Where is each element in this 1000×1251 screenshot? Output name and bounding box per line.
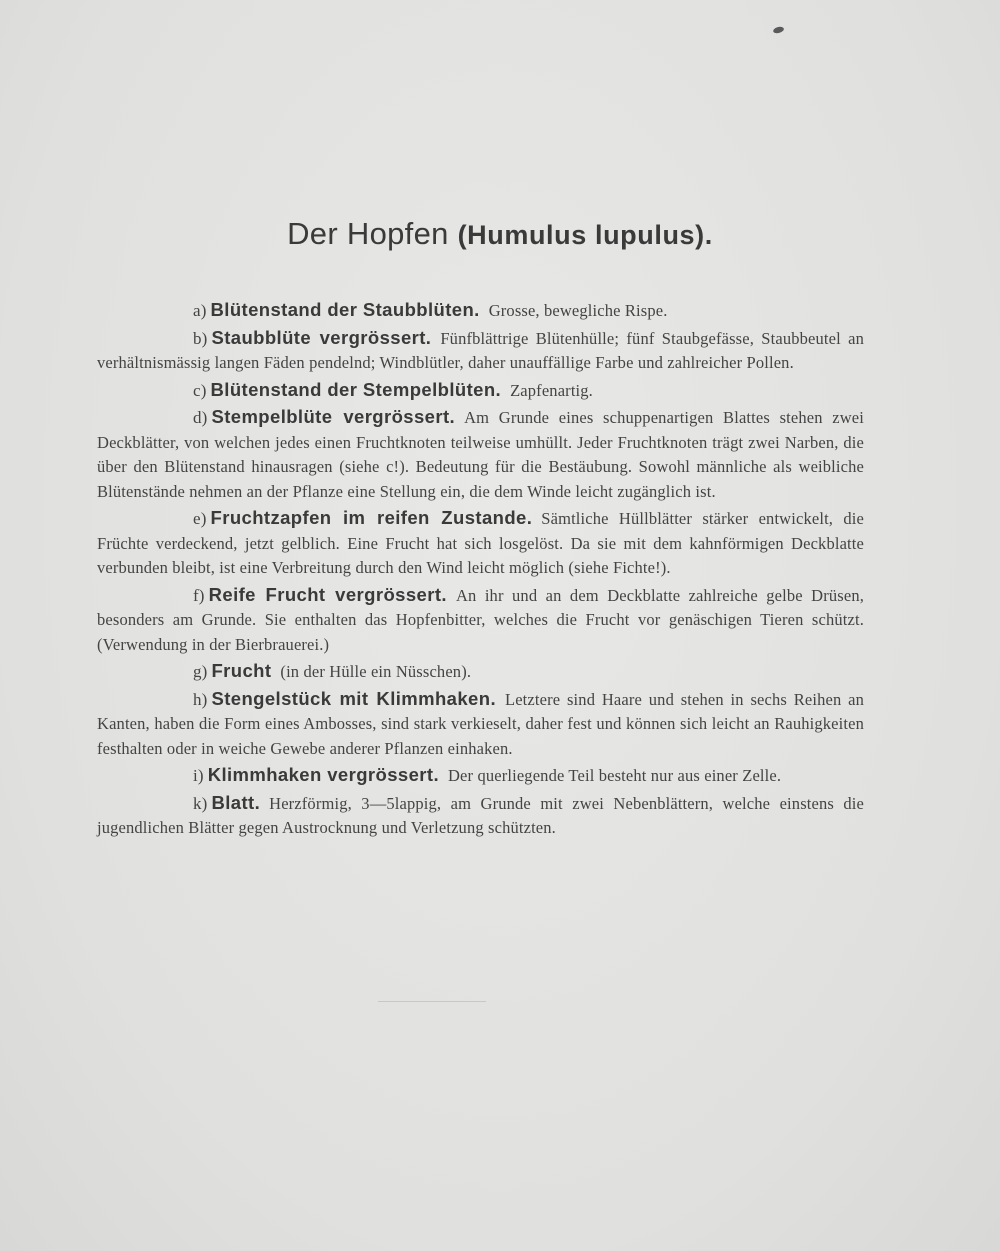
title-main: Der Hopfen — [287, 216, 449, 251]
entry-letter: h) — [193, 689, 208, 709]
entry-heading: Blütenstand der Stempelblüten. — [210, 378, 502, 400]
entry-h — [97, 687, 864, 762]
footer-rule — [378, 1001, 486, 1002]
entry-heading: Stengelstück mit Klimmhaken. — [211, 687, 496, 709]
entry-text: Der querliegende Teil besteht nur aus einer Zelle. — [447, 766, 782, 785]
entry-letter: e) — [193, 509, 207, 528]
entry-text: Grosse, bewegliche Rispe. — [488, 301, 668, 320]
entry-i — [97, 763, 864, 789]
entry-text: Zapfenartig. — [510, 380, 593, 400]
entry-text: (in der Hülle ein Nüsschen). — [280, 662, 472, 681]
entry-heading: Stempelblüte vergrössert. — [211, 406, 456, 427]
entry-text: Sämtliche Hüllblätter stärker entwickelt, die Früchte verdeckend, jetzt gelblich. Eine Frucht hat sich losgelöst. Da sie mit dem kahnförmigen Deckblatte verbunden bleibt, ist eine Verbreitung durch den Wind leicht möglich (siehe Fichte!). — [97, 509, 864, 577]
entry-heading: Blatt. — [211, 791, 261, 813]
entry-k — [97, 791, 864, 841]
entry-letter: c) — [193, 380, 207, 400]
entry-text: An ihr und an dem Deckblatte zahlreiche gelbe Drüsen, besonders am Grunde. Sie enthalten das Hopfenbitter, welches die Frucht vor genäschigen Tieren schützt. (Verwendung in der Bierbrauerei.) — [97, 585, 865, 654]
entry-g — [97, 659, 864, 685]
entry-e — [97, 506, 864, 581]
title-latin: (Humulus lupulus). — [457, 220, 713, 250]
entry-text: Am Grunde eines schuppenartigen Blattes stehen zwei Deckblätter, von welchen jedes einen Fruchtknoten teilweise umhüllt. Jeder Fruchtknoten trägt zwei Narben, die über den Blütenstand hinausragen (siehe c!). Bedeutung für die Bestäubung. Sowohl männliche als weibliche Blütenstände nehmen an der Pflanze eine Stellung ein, die dem Winde leicht zugänglich ist. — [97, 408, 864, 501]
entry-c — [97, 378, 864, 404]
entry-heading: Blütenstand der Staubblüten. — [210, 299, 480, 320]
entry-heading: Klimmhaken vergrössert. — [207, 764, 439, 785]
page-title — [0, 216, 1000, 252]
entry-letter: a) — [193, 301, 207, 320]
entry-heading: Staubblüte vergrössert. — [211, 326, 432, 348]
entry-heading: Fruchtzapfen im reifen Zustande. — [210, 507, 533, 528]
entry-letter: g) — [193, 662, 208, 681]
entry-letter: b) — [193, 328, 208, 348]
entry-heading: Frucht — [211, 660, 272, 681]
entry-letter: i) — [193, 766, 204, 785]
entry-d — [97, 405, 864, 504]
ink-speck — [772, 26, 784, 35]
entry-f — [97, 583, 864, 658]
entry-b — [97, 326, 864, 376]
entry-heading: Reife Frucht vergrössert. — [208, 583, 447, 605]
entry-list — [97, 298, 864, 843]
entry-text: Fünfblättrige Blütenhülle; fünf Staubgefässe, Staubbeutel an verhältnismässig langen Fäden pendelnd; Windblütler, daher unauffällige Farbe und zahlreicher Pollen. — [97, 328, 865, 372]
entry-text: Herzförmig, 3—5lappig, am Grunde mit zwei Nebenblättern, welche einstens die jugendlichen Blätter gegen Austrocknung und Verletzung schützten. — [97, 793, 864, 837]
entry-a — [97, 298, 864, 324]
entry-letter: f) — [193, 585, 205, 605]
entry-text: Letztere sind Haare und stehen in sechs Reihen an Kanten, haben die Form eines Ambosses, sind stark verkieselt, daher fest und können sich leicht an Rauhigkeiten festhalten oder in weiche Gewebe anderer Pflanzen einhaken. — [97, 689, 864, 758]
entry-letter: d) — [193, 408, 208, 427]
entry-letter: k) — [193, 793, 208, 813]
